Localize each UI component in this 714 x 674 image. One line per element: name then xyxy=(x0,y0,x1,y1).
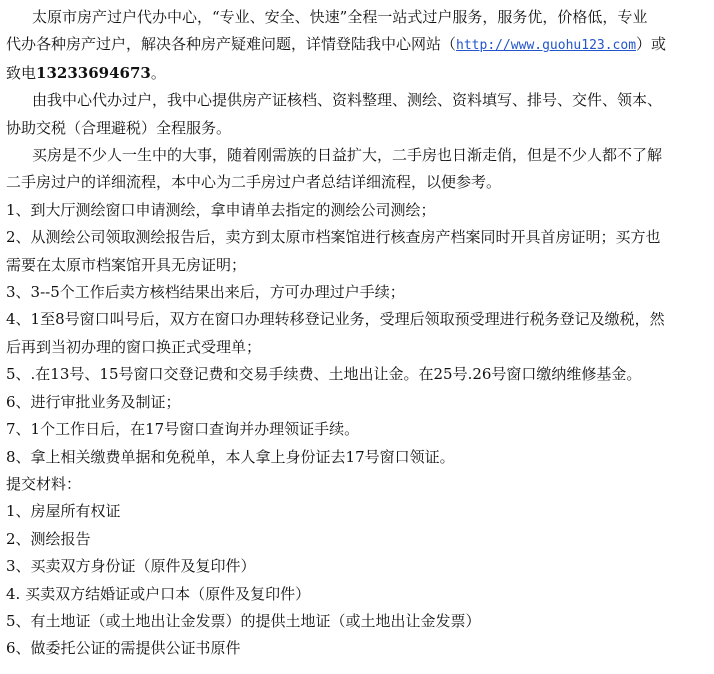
phone-number: 13233694673 xyxy=(36,63,151,82)
purpose-line-1: 买房是不少人一生中的大事，随着刚需族的日益扩大，二手房也日渐走俏，但是不少人都不了解 xyxy=(32,146,663,165)
call-label: 致电 xyxy=(6,63,37,82)
materials-heading: 提交材料： xyxy=(6,474,82,493)
intro-line-1: 太原市房产过户代办中心，“专业、安全、快速”全程一站式过户服务，服务优，价格低，专业 xyxy=(32,8,648,26)
step-line: 6、进行审批业务及制证； xyxy=(6,392,181,411)
service-line-1: 由我中心代办过户，我中心提供房产证核档、资料整理、测绘、资料填写、排号、交件、领本、 xyxy=(32,91,663,110)
step-line: 后再到当初办理的窗口换正式受理单； xyxy=(6,337,262,356)
step-line: 8、拿上相关缴费单据和免税单，本人拿上身份证去17号窗口领证。 xyxy=(6,447,455,466)
material-item: 1、房屋所有权证 xyxy=(6,502,121,521)
step-line: 1、到大厅测绘窗口申请测绘，拿申请单去指定的测绘公司测绘； xyxy=(6,200,436,219)
purpose-line-2: 二手房过户的详细流程，本中心为二手房过户者总结详细流程，以便参考。 xyxy=(6,173,502,192)
material-item: 6、做委托公证的需提供公证书原件 xyxy=(6,639,241,658)
call-suffix: 。 xyxy=(150,63,166,82)
website-link[interactable]: http://www.guohu123.com xyxy=(456,38,637,54)
material-item: 4. 买卖双方结婚证或户口本（原件及复印件） xyxy=(6,584,311,603)
material-item: 5、有土地证（或土地出让金发票）的提供土地证（或土地出让金发票） xyxy=(6,611,481,630)
step-line: 7、1个工作日后，在17号窗口查询并办理领证手续。 xyxy=(6,420,360,439)
step-line: 5、.在13号、15号窗口交登记费和交易手续费、土地出让金。在25号.26号窗口缴纳维修基金。 xyxy=(6,365,642,384)
intro-text-tail: ）或 xyxy=(636,35,667,54)
intro-line-2 xyxy=(6,31,710,59)
step-line: 3、3--5个工作后卖方核档结果出来后，方可办理过户手续； xyxy=(6,283,405,302)
step-line: 2、从测绘公司领取测绘报告后，卖方到太原市档案馆进行核查房产档案同时开具首房证明；买方也 xyxy=(6,228,661,247)
step-line: 需要在太原市档案馆开具无房证明； xyxy=(6,255,247,274)
step-line: 4、1至8号窗口叫号后，双方在窗口办理转移登记业务，受理后领取预受理进行税务登记及缴税，然 xyxy=(6,310,665,329)
material-item: 2、测绘报告 xyxy=(6,529,91,548)
intro-text: 代办各种房产过户，解决各种房产疑难问题，详情登陆我中心网站（ xyxy=(6,35,457,54)
material-item: 3、买卖双方身份证（原件及复印件） xyxy=(6,557,256,576)
intro-line-3 xyxy=(6,60,710,87)
service-line-2: 协助交税（合理避税）全程服务。 xyxy=(6,118,232,137)
